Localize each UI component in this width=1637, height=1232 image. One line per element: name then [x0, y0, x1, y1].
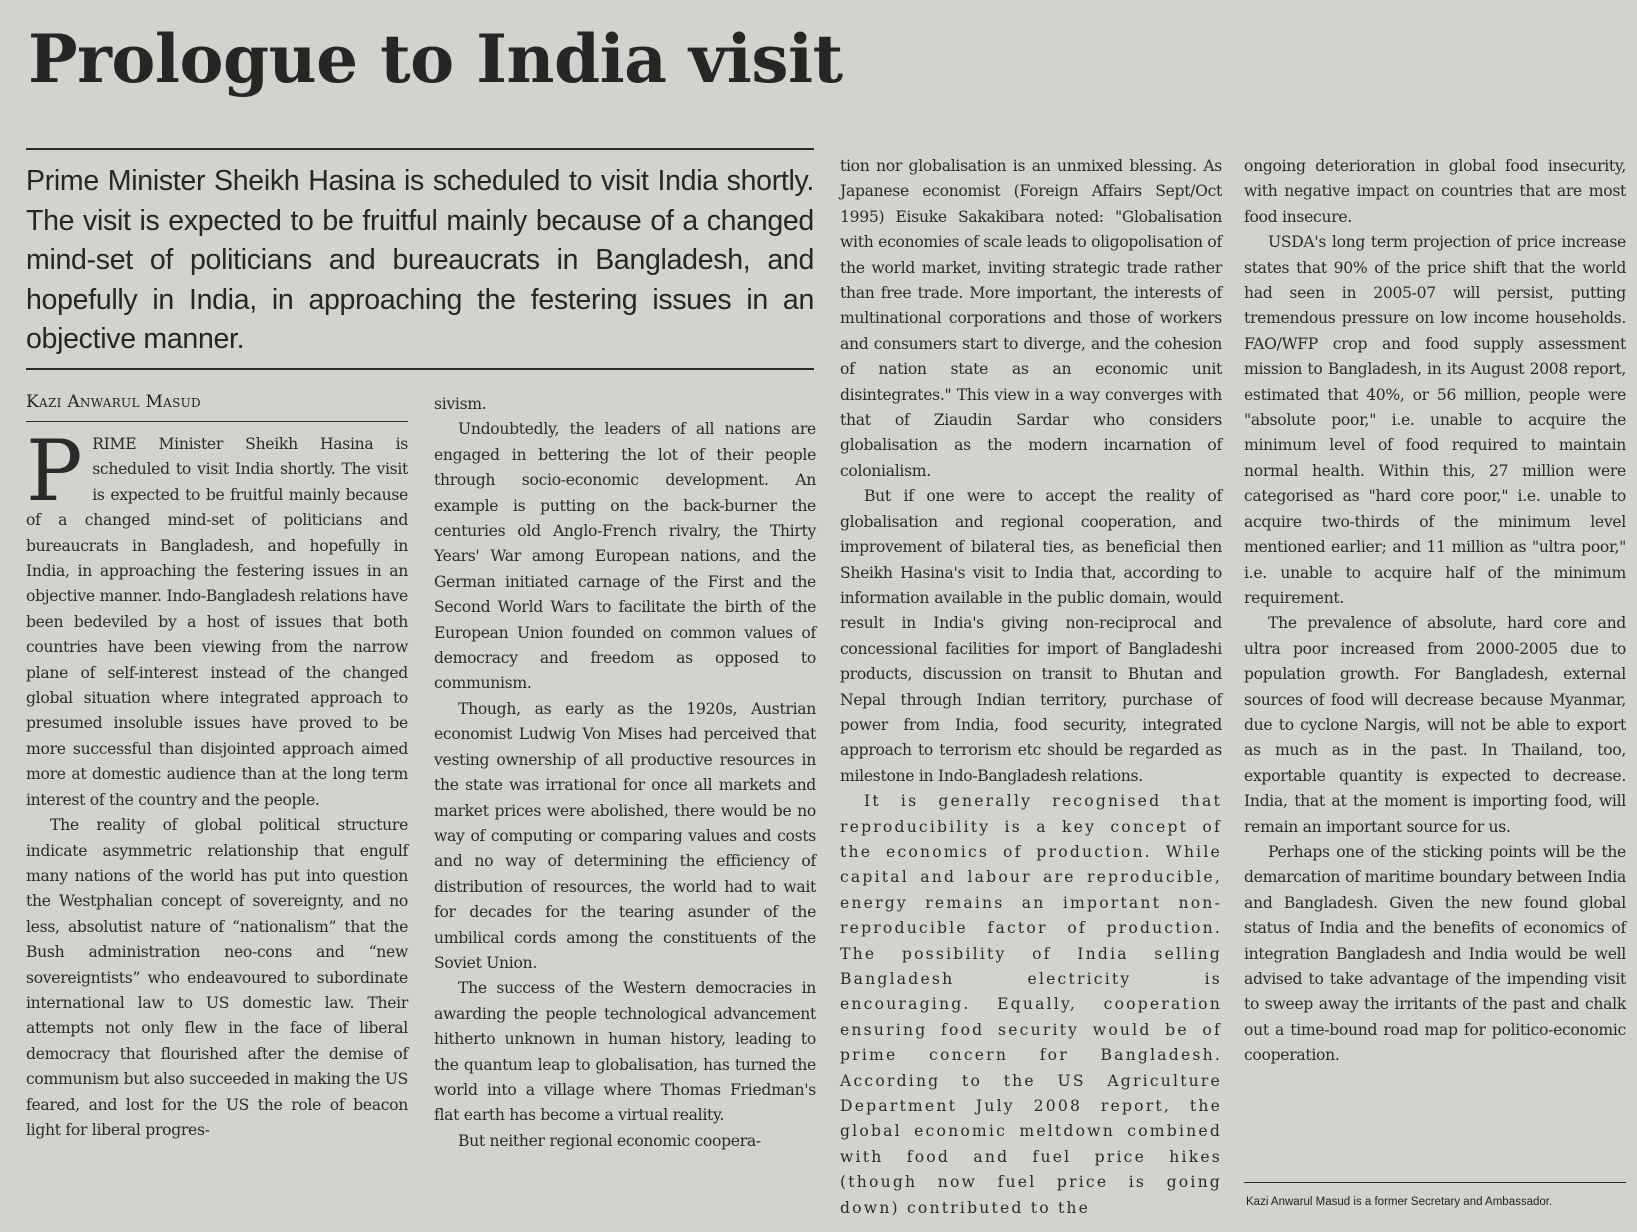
col1-para-1: PRIME Minister Sheikh Hasina is scheduled to visit India shortly. The visit is expected to be fruitful mainly because of a changed mind-set of politicians and bureaucrats in Bangladesh, and hopefully in India, in approaching the festering issues in an objective manner. Indo-Bangladesh relations have been bedeviled by a host of issues that both countries have been viewing from the narrow plane of self-interest instead of the changed global situation where integrated approach to presumed insoluble issues have proved to be more successful than disjointed approach aimed more at domestic audience than at the long term interest of the country and the people. [26, 422, 408, 809]
footnote-rule [1244, 1182, 1626, 1183]
col3-para-2: It is generally recognised that reproducibility is a key concept of the economics of production. While capital and labour are reproducible, energy remains an important non-reproducible factor of production. The possibility of India selling Bangladesh electricity is encouraging. Equally, cooperation ensuring food security would be of prime concern for Bangladesh. According to the US Agriculture Department July 2008 report, the global economic meltdown combined with food and fuel price hikes (though now fuel price is going down) contributed to the [840, 792, 1222, 1217]
deck-bottom-rule [26, 368, 814, 370]
col4-para-1: USDA's long term projection of price increase states that 90% of the price shift that the world had seen in 2005-07 will persist, putting tremendous pressure on low income households. FAO/WFP crop and food supply assessment mission to Bangladesh, in its August 2008 report, estimated that 40%, or 56 million, people were "absolute poor," i.e. unable to acquire the minimum level of food required to maintain normal health. Within this, 27 million were categorised as "hard core poor," i.e. unable to acquire two-thirds of the minimum level mentioned earlier; and 11 million as "ultra poor," i.e. unable to acquire half of the minimum requirement. [1244, 233, 1626, 607]
byline-rule [26, 421, 408, 422]
deck-summary: Prime Minister Sheikh Hasina is scheduled to visit India shortly. The visit is expected to be fruitful mainly because of a changed mind-set of politicians and bureaucrats in Bangladesh, and hopefully in India, in approaching the festering issues in an objective manner. [26, 165, 814, 355]
col2-para-2: Though, as early as the 1920s, Austrian economist Ludwig Von Mises had perceived that vesting ownership of all productive resources in the state was irrational for once all markets and market prices were abolished, there would be no way of computing or comparing values and costs and no way of determining the efficiency of distribution of resources, the world had to wait for decades for the tearing asunder of the umbilical cords among the constituents of the Soviet Union. [434, 699, 816, 972]
col4-para-0: ongoing deterioration in global food insecurity, with negative impact on countries that are most food insecure. [1244, 157, 1626, 226]
col1-para-2: The reality of global political structure indicate asymmetric relationship that engulf many nations of the world has put into question the Westphalian concept of sovereignty, and no less, absolutist nature of “nationalism” that the Bush administration neo-cons and “new sovereigntists” who endeavoured to subordinate international law to US domestic law. Their attempts not only flew in the face of liberal democracy that flourished after the demise of communism but also succeeded in making the US feared, and lost for the US the role of beacon light for liberal progres- [26, 816, 408, 1139]
column-4 [1244, 154, 1626, 1069]
col2-para-4: But neither regional economic coopera- [458, 1131, 761, 1150]
col2-para-1: Undoubtedly, the leaders of all nations are engaged in bettering the lot of their people through socio-economic development. An example is putting on the back-burner the centuries old Anglo-French rivalry, the Thirty Years' War among European nations, and the German initiated carnage of the First and the Second World Wars to facilitate the birth of the European Union founded on common values of democracy and freedom as opposed to communism. [434, 420, 816, 693]
col4-para-2: The prevalence of absolute, hard core and ultra poor increased from 2000-2005 due to population growth. For Bangladesh, external sources of food will decrease because Myanmar, due to cyclone Nargis, will not be able to export as much as in the past. In Thailand, too, exportable quantity is expected to decrease. India, that at the moment is importing food, will remain an important source for us. [1244, 614, 1626, 836]
deck-top-rule [26, 148, 814, 150]
column-1 [26, 422, 408, 1143]
column-2 [434, 392, 816, 1154]
col3-para-0: tion nor globalisation is an unmixed blessing. As Japanese economist (Foreign Affairs Sept/Oct 1995) Eisuke Sakakibara noted: "Globalisation with economies of scale leads to oligopolisation of the world market, inviting strategic trade rather than free trade. More important, the interests of multinational corporations and those of workers and consumers start to diverge, and the cohesion of nation state as an economic unit disintegrates." This view in a way converges with that of Ziaudin Sardar who considers globalisation as the modern incarnation of colonialism. [840, 157, 1222, 480]
col3-para-1: But if one were to accept the reality of globalisation and regional cooperation, and improvement of bilateral ties, as beneficial then Sheikh Hasina's visit to India that, according to information available in the public domain, would result in India's giving non-reciprocal and concessional facilities for import of Bangladeshi products, discussion on transit to Bhutan and Nepal through Indian territory, purchase of power from India, food security, integrated approach to terrorism etc should be regarded as milestone in Indo-Bangladesh relations. [840, 487, 1222, 785]
column-3 [840, 154, 1222, 1221]
col2-para-0: sivism. [434, 395, 487, 413]
headline: Prologue to India visit [28, 20, 843, 98]
drop-cap: P [26, 422, 83, 520]
byline: Kazi Anwarul Masud [26, 392, 201, 412]
col2-para-3: The success of the Western democracies in awarding the people technological advancement hitherto unknown in human history, leading to the quantum leap to globalisation, has turned the world into a village where Thomas Friedman's flat earth has become a virtual reality. [434, 979, 816, 1125]
col4-para-3: Perhaps one of the sticking points will be the demarcation of maritime boundary between India and Bangladesh. Given the new found global status of India and the benefits of economics of integration Bangladesh and India would be well advised to take advantage of the impending visit to sweep away the irritants of the past and chalk out a time-bound road map for politico-economic cooperation. [1244, 842, 1626, 1065]
author-footnote: Kazi Anwarul Masud is a former Secretary and Ambassador. [1246, 1196, 1553, 1208]
